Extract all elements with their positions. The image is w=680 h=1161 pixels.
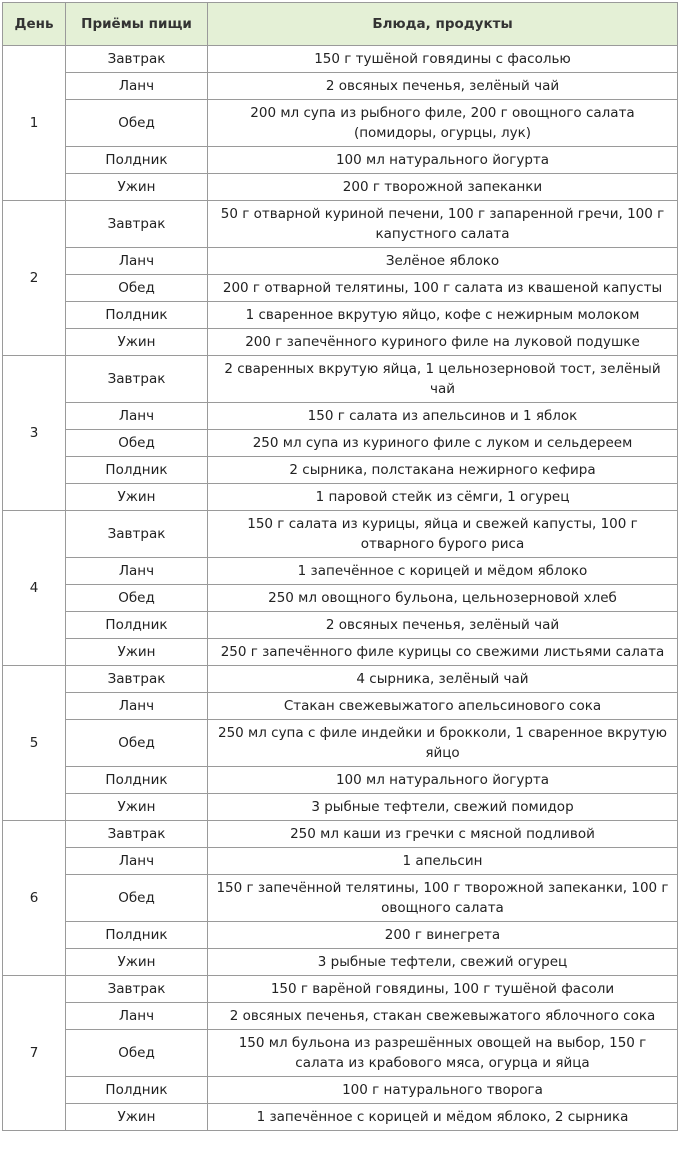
meal-name: Ужин — [66, 949, 208, 976]
meal-dishes: 2 овсяных печенья, зелёный чай — [208, 612, 678, 639]
table-row — [3, 585, 678, 612]
table-row — [3, 1077, 678, 1104]
meal-dishes: 1 запечённое с корицей и мёдом яблоко — [208, 558, 678, 585]
table-row — [3, 511, 678, 558]
meal-dishes: 2 овсяных печенья, зелёный чай — [208, 73, 678, 100]
day-number: 7 — [3, 976, 66, 1131]
meal-name: Полдник — [66, 1077, 208, 1104]
table-row — [3, 821, 678, 848]
table-row — [3, 73, 678, 100]
day-number: 6 — [3, 821, 66, 976]
meal-dishes: 3 рыбные тефтели, свежий огурец — [208, 949, 678, 976]
meal-name: Полдник — [66, 302, 208, 329]
meal-dishes: 50 г отварной куриной печени, 100 г запаренной гречи, 100 г капустного салата — [208, 201, 678, 248]
meal-name: Завтрак — [66, 201, 208, 248]
meal-dishes: 100 мл натурального йогурта — [208, 147, 678, 174]
meal-dishes: 2 сваренных вкрутую яйца, 1 цельнозерновой тост, зелёный чай — [208, 356, 678, 403]
diet-table — [2, 2, 678, 1131]
table-row — [3, 612, 678, 639]
table-row — [3, 639, 678, 666]
table-row — [3, 329, 678, 356]
table-row — [3, 666, 678, 693]
meal-name: Завтрак — [66, 511, 208, 558]
meal-name: Ланч — [66, 73, 208, 100]
meal-name: Обед — [66, 430, 208, 457]
meal-dishes: 150 г салата из курицы, яйца и свежей капусты, 100 г отварного бурого риса — [208, 511, 678, 558]
meal-dishes: 250 мл супа с филе индейки и брокколи, 1 сваренное вкрутую яйцо — [208, 720, 678, 767]
meal-name: Обед — [66, 875, 208, 922]
table-row — [3, 949, 678, 976]
table-row — [3, 1003, 678, 1030]
table-row — [3, 302, 678, 329]
meal-dishes: 150 г варёной говядины, 100 г тушёной фасоли — [208, 976, 678, 1003]
meal-name: Завтрак — [66, 976, 208, 1003]
meal-name: Обед — [66, 1030, 208, 1077]
meal-dishes: 200 г винегрета — [208, 922, 678, 949]
meal-dishes: 200 г запечённого куриного филе на луковой подушке — [208, 329, 678, 356]
meal-dishes: 250 мл овощного бульона, цельнозерновой хлеб — [208, 585, 678, 612]
meal-name: Полдник — [66, 147, 208, 174]
meal-dishes: 100 мл натурального йогурта — [208, 767, 678, 794]
meal-name: Завтрак — [66, 46, 208, 73]
table-row — [3, 720, 678, 767]
table-row — [3, 1030, 678, 1077]
meal-dishes: 200 г отварной телятины, 100 г салата из квашеной капусты — [208, 275, 678, 302]
meal-name: Ланч — [66, 1003, 208, 1030]
meal-dishes: 2 овсяных печенья, стакан свежевыжатого яблочного сока — [208, 1003, 678, 1030]
table-row — [3, 275, 678, 302]
table-row — [3, 558, 678, 585]
meal-name: Ланч — [66, 403, 208, 430]
meal-dishes: 1 сваренное вкрутую яйцо, кофе с нежирным молоком — [208, 302, 678, 329]
meal-name: Завтрак — [66, 356, 208, 403]
meal-dishes: 4 сырника, зелёный чай — [208, 666, 678, 693]
meal-dishes: 250 мл каши из гречки с мясной подливой — [208, 821, 678, 848]
table-row — [3, 1104, 678, 1131]
table-row — [3, 147, 678, 174]
table-row — [3, 356, 678, 403]
table-row — [3, 848, 678, 875]
table-row — [3, 248, 678, 275]
meal-name: Обед — [66, 720, 208, 767]
header-meal: Приёмы пищи — [66, 3, 208, 46]
meal-dishes: 1 запечённое с корицей и мёдом яблоко, 2 сырника — [208, 1104, 678, 1131]
day-number: 2 — [3, 201, 66, 356]
meal-dishes: 150 г запечённой телятины, 100 г творожной запеканки, 100 г овощного салата — [208, 875, 678, 922]
meal-name: Ланч — [66, 693, 208, 720]
table-row — [3, 430, 678, 457]
table-row — [3, 794, 678, 821]
meal-dishes: 1 апельсин — [208, 848, 678, 875]
header-day: День — [3, 3, 66, 46]
meal-name: Обед — [66, 275, 208, 302]
meal-dishes: Стакан свежевыжатого апельсинового сока — [208, 693, 678, 720]
table-row — [3, 693, 678, 720]
day-number: 5 — [3, 666, 66, 821]
meal-name: Ужин — [66, 1104, 208, 1131]
meal-name: Ужин — [66, 484, 208, 511]
meal-name: Полдник — [66, 457, 208, 484]
meal-dishes: 100 г натурального творога — [208, 1077, 678, 1104]
meal-name: Обед — [66, 585, 208, 612]
meal-dishes: 200 г творожной запеканки — [208, 174, 678, 201]
table-row — [3, 100, 678, 147]
meal-dishes: 3 рыбные тефтели, свежий помидор — [208, 794, 678, 821]
meal-name: Завтрак — [66, 821, 208, 848]
meal-dishes: 150 г тушёной говядины с фасолью — [208, 46, 678, 73]
header-row — [3, 3, 678, 46]
table-row — [3, 46, 678, 73]
table-row — [3, 767, 678, 794]
table-row — [3, 457, 678, 484]
header-dishes: Блюда, продукты — [208, 3, 678, 46]
day-number: 1 — [3, 46, 66, 201]
table-row — [3, 174, 678, 201]
meal-dishes: 150 мл бульона из разрешённых овощей на выбор, 150 г салата из крабового мяса, огурца и яйца — [208, 1030, 678, 1077]
meal-name: Ужин — [66, 794, 208, 821]
meal-name: Ланч — [66, 248, 208, 275]
meal-dishes: 250 мл супа из куриного филе с луком и сельдереем — [208, 430, 678, 457]
meal-name: Ланч — [66, 848, 208, 875]
table-row — [3, 976, 678, 1003]
meal-dishes: Зелёное яблоко — [208, 248, 678, 275]
meal-dishes: 150 г салата из апельсинов и 1 яблок — [208, 403, 678, 430]
table-row — [3, 201, 678, 248]
table-row — [3, 484, 678, 511]
meal-name: Ланч — [66, 558, 208, 585]
meal-dishes: 200 мл супа из рыбного филе, 200 г овощного салата (помидоры, огурцы, лук) — [208, 100, 678, 147]
meal-name: Ужин — [66, 174, 208, 201]
table-row — [3, 922, 678, 949]
meal-name: Полдник — [66, 767, 208, 794]
meal-name: Завтрак — [66, 666, 208, 693]
table-row — [3, 875, 678, 922]
day-number: 3 — [3, 356, 66, 511]
meal-dishes: 250 г запечённого филе курицы со свежими листьями салата — [208, 639, 678, 666]
meal-name: Ужин — [66, 639, 208, 666]
day-number: 4 — [3, 511, 66, 666]
meal-dishes: 1 паровой стейк из сёмги, 1 огурец — [208, 484, 678, 511]
meal-name: Полдник — [66, 612, 208, 639]
table-row — [3, 403, 678, 430]
meal-name: Обед — [66, 100, 208, 147]
meal-dishes: 2 сырника, полстакана нежирного кефира — [208, 457, 678, 484]
meal-name: Ужин — [66, 329, 208, 356]
diet-table-body — [3, 46, 678, 1131]
meal-name: Полдник — [66, 922, 208, 949]
